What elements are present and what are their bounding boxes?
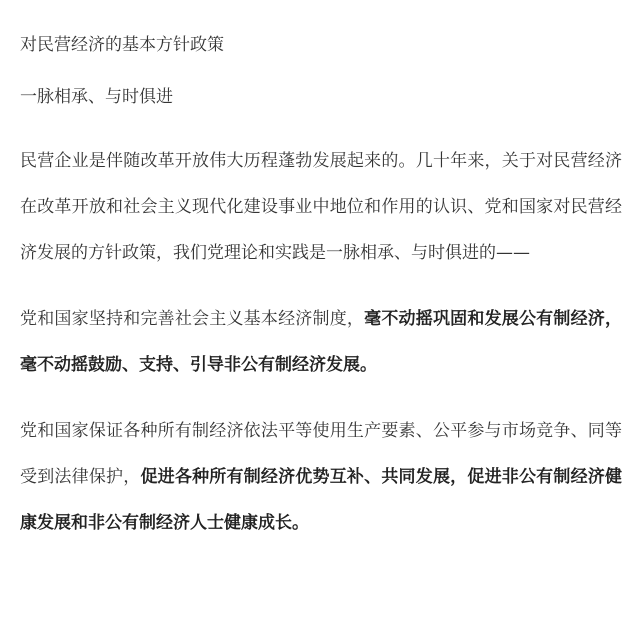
spacer	[20, 276, 622, 296]
paragraph-3-text: 党和国家保证各种所有制经济依法平等使用生产要素、公平参与市场竞争、同等受到法律保护，	[20, 421, 622, 487]
paragraph-2-bold: 毫不动摇巩固和发展公有制经济，毫不动摇鼓励、支持、引导非公有制经济发展。	[20, 309, 623, 375]
paragraph-3	[20, 408, 622, 546]
paragraph-1	[20, 138, 622, 276]
spacer	[20, 388, 622, 408]
paragraph-2-text: 党和国家坚持和完善社会主义基本经济制度，	[20, 309, 365, 329]
article-subtitle: 一脉相承、与时俱进	[20, 87, 173, 107]
paragraph-2	[20, 296, 622, 388]
article-title: 对民营经济的基本方针政策	[20, 35, 224, 55]
spacer	[20, 110, 622, 138]
paragraph-1-text: 民营企业是伴随改革开放伟大历程蓬勃发展起来的。几十年来，关于对民营经济在改革开放和社会主义现代化建设事业中地位和作用的认识、党和国家对民营经济发展的方针政策，我们党理论和实践是一脉相承、与时俱进的——	[20, 151, 622, 263]
spacer	[20, 58, 622, 84]
paragraph-3-bold: 促进各种所有制经济优势互补、共同发展，促进非公有制经济健康发展和非公有制经济人士健康成长。	[20, 467, 623, 533]
